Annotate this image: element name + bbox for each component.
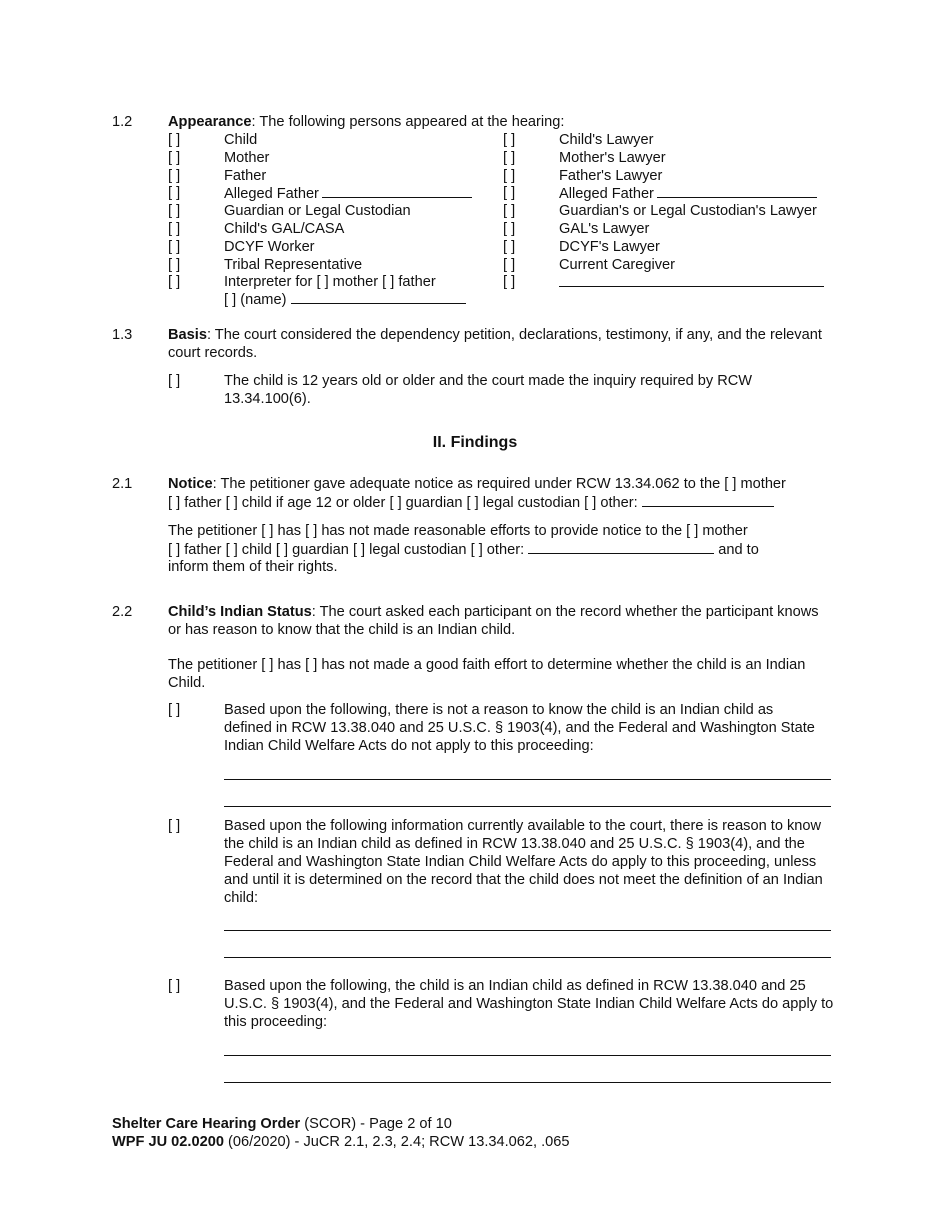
appearance-left-item (224, 202, 411, 220)
option-2-line-1[interactable] (224, 930, 831, 931)
appearance-item-label: Guardian's or Legal Custodian's Lawyer (559, 203, 817, 220)
appearance-item-label: Alleged Father (224, 186, 319, 203)
footer-title-rest: (SCOR) - Page 2 of 10 (300, 1116, 452, 1132)
appearance-item-label: DCYF Worker (224, 238, 315, 255)
checkbox[interactable]: [ ] (168, 221, 181, 237)
section-1-2-number: 1.2 (112, 114, 133, 130)
checkbox[interactable]: [ ] (503, 167, 516, 184)
interpreter-name-label: [ ] (name) (224, 292, 287, 308)
efforts-line-3: inform them of their rights. (168, 559, 338, 575)
checkbox[interactable]: [ ] (503, 221, 516, 237)
checkbox[interactable]: [ ] (168, 149, 181, 166)
indian-status-heading: Child’s Indian Status (168, 604, 312, 620)
option-1-line-1[interactable] (224, 779, 831, 780)
checkbox[interactable]: [ ] (168, 256, 181, 273)
checkbox[interactable]: [ ] (168, 818, 181, 834)
appearance-item-label: Current Caregiver (559, 256, 675, 273)
option-2-line-2[interactable] (224, 957, 831, 958)
appearance-left-item (224, 238, 315, 256)
option-not-reason-to-know: Based upon the following, there is not a reason to know the child is an Indian child as defined in RCW 13.38.040 and 25 U.S.C. § 1903(4), and the Federal and Washington State Indian Child Welfare Acts do not apply to this proceeding: (224, 702, 815, 754)
section-1-2-title (168, 113, 564, 131)
footer-title-bold: Shelter Care Hearing Order (112, 1116, 301, 1132)
age-inquiry-text: The child is 12 years old or older and the court made the inquiry required by RCW 13.34.100(6). (224, 373, 753, 407)
appearance-right-item (559, 273, 824, 292)
appearance-right-item (559, 184, 817, 203)
appearance-left-item (224, 256, 362, 274)
good-faith-text: The petitioner [ ] has [ ] has not made a good faith effort to determine whether the child is an Indian Child. (168, 657, 806, 691)
appearance-right-item (559, 149, 666, 167)
appearance-right-item (559, 220, 649, 238)
checkbox[interactable]: [ ] (168, 978, 181, 994)
checkbox[interactable]: [ ] (503, 149, 516, 166)
appearance-left-item (224, 273, 436, 291)
option-3-line-2[interactable] (224, 1082, 831, 1083)
name-blank-line[interactable] (559, 273, 824, 287)
checkbox[interactable]: [ ] (168, 203, 181, 220)
notice-line-1 (168, 475, 786, 493)
section-1-3-text (168, 326, 828, 362)
appearance-item-label: Child's Lawyer (559, 132, 654, 148)
appearance-right-item (559, 256, 675, 274)
section-2-2-number: 2.2 (112, 604, 133, 620)
notice-text-2: [ ] father [ ] child if age 12 or older [ ] guardian [ ] legal custodian [ ] other: (168, 495, 638, 511)
checkbox[interactable]: [ ] (168, 702, 181, 718)
appearance-item-label: Guardian or Legal Custodian (224, 203, 411, 220)
notice-line-2 (168, 493, 774, 512)
appearance-item-label: Tribal Representative (224, 256, 363, 273)
appearance-item-label: Interpreter for [ ] mother [ ] father (224, 274, 436, 291)
appearance-left-item (224, 131, 257, 149)
checkbox[interactable]: [ ] (503, 238, 516, 255)
appearance-left-item (224, 149, 269, 167)
checkbox[interactable]: [ ] (503, 203, 516, 220)
checkbox[interactable]: [ ] (168, 238, 181, 255)
appearance-item-label: GAL's Lawyer (559, 221, 650, 237)
interpreter-name-line (224, 290, 466, 309)
basis-text: : The court considered the dependency petition, declarations, testimony, if any, and the relevant court records. (168, 327, 822, 361)
checkbox[interactable]: [ ] (168, 167, 181, 184)
notice-text-1: : The petitioner gave adequate notice as required under RCW 13.34.062 to the [ ] mother (212, 476, 786, 492)
checkbox[interactable]: [ ] (503, 256, 516, 273)
appearance-left-item (224, 167, 266, 185)
footer-form-id (112, 1133, 570, 1151)
indian-status-text (168, 603, 828, 639)
efforts-line-1: The petitioner [ ] has [ ] has not made reasonable efforts to provide notice to the [ ] mother (168, 523, 748, 539)
appearance-item-label: Child's GAL/CASA (224, 221, 345, 237)
efforts-text-2a: [ ] father [ ] child [ ] guardian [ ] legal custodian [ ] other: (168, 542, 525, 558)
section-1-3-number: 1.3 (112, 327, 133, 343)
option-reason-to-know: Based upon the following information currently available to the court, there is reason to know the child is an Indian child as defined in RCW 13.38.040 and 25 U.S.C. § 1903(4), and the Federal and Washington State Indian Child Welfare Acts do apply to this proceeding, unless and until it is determined on the record that the child does not meet the definition of an Indian child: (224, 818, 823, 906)
checkbox[interactable]: [ ] (168, 185, 181, 202)
name-blank-line[interactable] (322, 184, 472, 198)
appearance-item-label: Father's Lawyer (559, 167, 663, 184)
appearance-left-item (224, 184, 472, 203)
checkbox[interactable]: [ ] (503, 132, 516, 148)
indian-status-body: : The court asked each participant on the record whether the participant knows or has reason to know that the child is an Indian child. (168, 604, 819, 638)
notice-heading: Notice (168, 476, 213, 492)
appearance-right-item (559, 202, 817, 220)
appearance-item-label: Alleged Father (559, 186, 654, 203)
appearance-item-label: Child (224, 132, 258, 148)
appearance-item-label: Father (224, 167, 267, 184)
basis-heading: Basis (168, 327, 207, 343)
appearance-right-item (559, 238, 660, 256)
footer-title (112, 1115, 452, 1133)
footer-form-bold: WPF JU 02.0200 (112, 1134, 224, 1150)
appearance-left-item (224, 220, 344, 238)
appearance-right-item (559, 131, 653, 149)
appearance-item-label: Mother (224, 149, 270, 166)
findings-heading: II. Findings (432, 434, 518, 451)
appearance-item-label: DCYF's Lawyer (559, 238, 660, 255)
option-1-line-2[interactable] (224, 806, 831, 807)
appearance-heading: Appearance (168, 114, 252, 130)
section-2-1-number: 2.1 (112, 476, 133, 492)
checkbox[interactable]: [ ] (168, 274, 181, 291)
checkbox[interactable]: [ ] (503, 185, 516, 202)
appearance-right-item (559, 167, 662, 185)
option-is-indian-child: Based upon the following, the child is an Indian child as defined in RCW 13.38.040 and 25 U.S.C. § 1903(4), and the Federal and Washington State Indian Child Welfare Acts do apply to this proceeding: (224, 978, 834, 1030)
efforts-text-2b: and to (718, 542, 759, 558)
name-blank-line[interactable] (657, 184, 817, 198)
option-3-line-1[interactable] (224, 1055, 831, 1056)
checkbox[interactable]: [ ] (503, 274, 516, 291)
checkbox[interactable]: [ ] (168, 373, 181, 389)
footer-form-rest: (06/2020) - JuCR 2.1, 2.3, 2.4; RCW 13.34.062, .065 (223, 1134, 570, 1150)
appearance-item-label: Mother's Lawyer (559, 149, 666, 166)
appearance-intro: : The following persons appeared at the hearing: (251, 114, 565, 130)
checkbox[interactable]: [ ] (168, 132, 181, 148)
efforts-line-2 (168, 540, 759, 559)
